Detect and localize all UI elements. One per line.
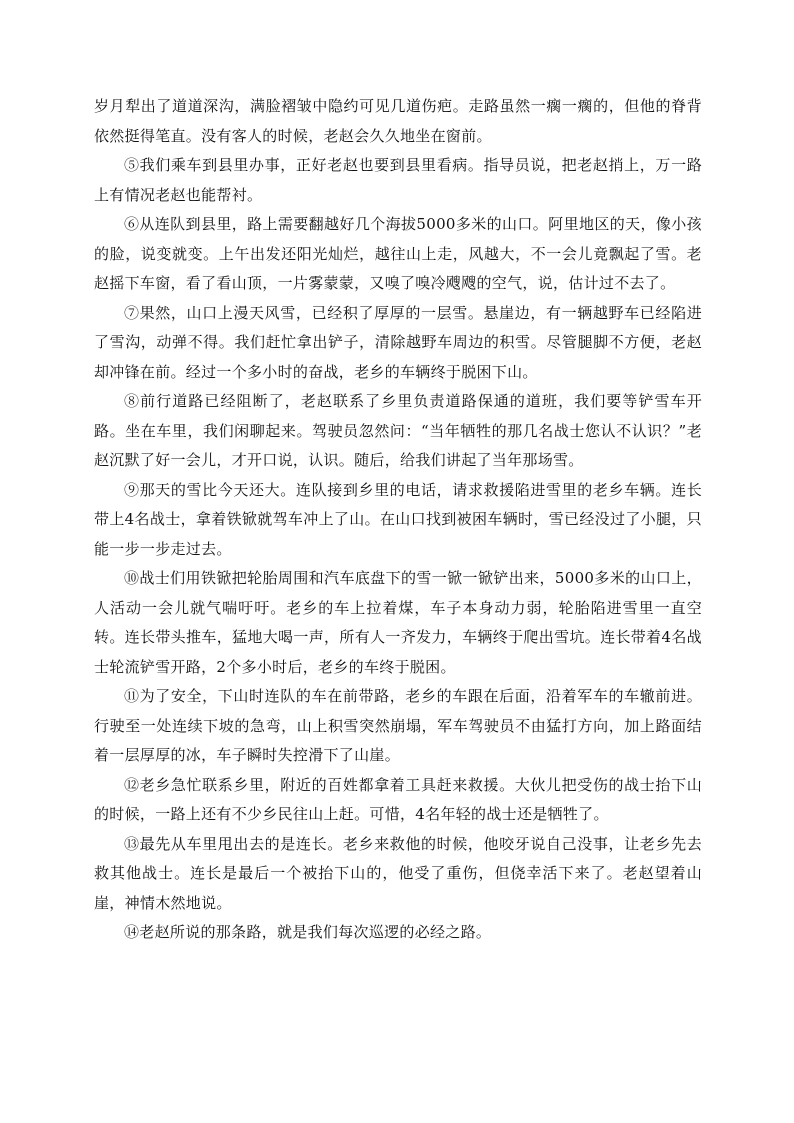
paragraph-8: ⑧前行道路已经阻断了，老赵联系了乡里负责道路保通的道班，我们要等铲雪车开路。坐在车里，我们闲聊起来。驾驶员忽然问：“当年牺牲的那几名战士您认不认识？”老赵沉默了好一会儿，才开口说，认识。随后，给我们讲起了当年那场雪。: [94, 392, 702, 469]
paragraph-11: ⑪为了安全，下山时连队的车在前带路，老乡的车跟在后面，沿着军车的车辙前进。行驶至一处连续下坡的急弯，山上积雪突然崩塌，军车驾驶员不由猛打方向，加上路面结着一层厚厚的冰，车子瞬时失控滑下了山崖。: [94, 687, 702, 764]
article-body: [94, 92, 702, 948]
paragraph-7: ⑦果然，山口上漫天风雪，已经积了厚厚的一层雪。悬崖边，有一辆越野车已经陷进了雪沟，动弹不得。我们赶忙拿出铲子，清除越野车周边的积雪。尽管腿脚不方便，老赵却冲锋在前。经过一个多小时的奋战，老乡的车辆终于脱困下山。: [94, 303, 702, 381]
paragraph-5: ⑤我们乘车到县里办事，正好老赵也要到县里看病。指导员说，把老赵捎上，万一路上有情况老赵也能帮衬。: [94, 156, 702, 204]
paragraph-12: ⑫老乡急忙联系乡里，附近的百姓都拿着工具赶来救援。大伙儿把受伤的战士抬下山的时候，一路上还有不少乡民往山上赶。可惜，4名年轻的战士还是牺牲了。: [94, 775, 702, 823]
paragraph-13: ⑬最先从车里甩出去的是连长。老乡来救他的时候，他咬牙说自己没事，让老乡先去救其他战士。连长是最后一个被抬下山的，他受了重伤，但侥幸活下来了。老赵望着山崖，神情木然地说。: [94, 834, 702, 912]
paragraph-9: ⑨那天的雪比今天还大。连队接到乡里的电话，请求救援陷进雪里的老乡车辆。连长带上4名战士，拿着铁锨就驾车冲上了山。在山口找到被困车辆时，雪已经没过了小腿，只能一步一步走过去。: [94, 480, 702, 558]
paragraph-10: ⑩战士们用铁锨把轮胎周围和汽车底盘下的雪一锨一锨铲出来，5000多米的山口上，人活动一会儿就气喘吁吁。老乡的车上拉着煤，车子本身动力弱，轮胎陷进雪里一直空转。连长带头推车，猛地大喝一声，所有人一齐发力，车辆终于爬出雪坑。连长带着4名战士轮流铲雪开路，2个多小时后，老乡的车终于脱困。: [94, 569, 702, 676]
paragraph-continuation: 岁月犁出了道道深沟，满脸褶皱中隐约可见几道伤疤。走路虽然一瘸一瘸的，但他的脊背依然挺得笔直。没有客人的时候，老赵会久久地坐在窗前。: [94, 97, 702, 145]
paragraph-6: ⑥从连队到县里，路上需要翻越好几个海拔5000多米的山口。阿里地区的天，像小孩的脸，说变就变。上午出发还阳光灿烂，越往山上走，风越大，不一会儿竟飘起了雪。老赵摇下车窗，看了看山顶，一片雾蒙蒙，又嗅了嗅冷飕飕的空气，说，估计过不去了。: [94, 215, 702, 292]
paragraph-14: ⑭老赵所说的那条路，就是我们每次巡逻的必经之路。: [124, 923, 492, 941]
